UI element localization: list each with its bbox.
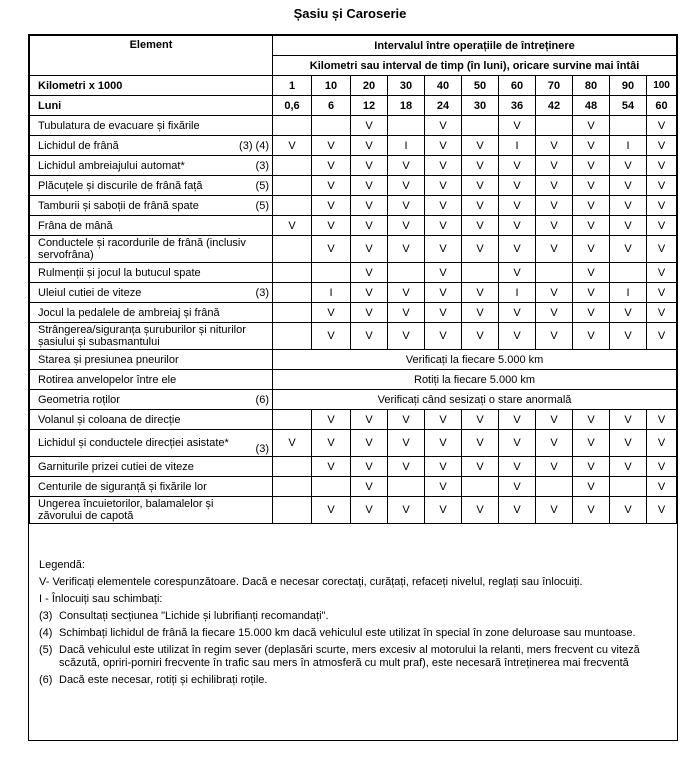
row-cell: V: [351, 116, 388, 136]
row-cell: V: [312, 497, 351, 524]
row-label-cell: [30, 477, 273, 497]
row-cell: V: [647, 457, 677, 477]
row-cell: [273, 477, 312, 497]
row-cell: V: [647, 303, 677, 323]
row-cell: V: [647, 323, 677, 350]
km-row-value: 40: [425, 76, 462, 96]
km-row-value: 50: [462, 76, 499, 96]
row-cell: V: [462, 430, 499, 457]
row-cell: V: [573, 323, 610, 350]
row-cell: V: [462, 410, 499, 430]
row-cell: [312, 116, 351, 136]
row-cell: [273, 323, 312, 350]
row-cell: V: [610, 196, 647, 216]
row-cell: V: [499, 236, 536, 263]
row-cell: V: [573, 236, 610, 263]
row-label: Frâna de mână: [38, 219, 113, 232]
row-cell: V: [351, 236, 388, 263]
row-cell: V: [647, 236, 677, 263]
row-cell: V: [610, 236, 647, 263]
row-note: (5): [255, 179, 269, 192]
row-label-cell: [30, 370, 273, 390]
row-cell: V: [388, 236, 425, 263]
row-cell: V: [425, 176, 462, 196]
row-cell: V: [425, 216, 462, 236]
row-label-cell: [30, 410, 273, 430]
row-label: Ungerea încuietorilor, balamalelor și zăvorului de capotă: [38, 498, 214, 522]
row-cell: [273, 497, 312, 524]
row-cell: [388, 116, 425, 136]
row-cell: V: [499, 303, 536, 323]
row-cell: [610, 263, 647, 283]
row-label-cell: [30, 216, 273, 236]
row-cell: V: [312, 156, 351, 176]
row-label-cell: [30, 303, 273, 323]
row-cell: V: [462, 196, 499, 216]
row-label-cell: [30, 390, 273, 410]
row-cell: V: [312, 303, 351, 323]
row-cell: V: [573, 430, 610, 457]
row-cell: V: [312, 136, 351, 156]
row-cell: [312, 477, 351, 497]
months-row-value: 0,6: [273, 96, 312, 116]
row-cell: V: [573, 477, 610, 497]
legend: [39, 559, 671, 691]
row-cell: V: [499, 116, 536, 136]
row-cell: V: [647, 116, 677, 136]
row-cell: V: [573, 216, 610, 236]
row-label: Lichidul ambreiajului automat*: [38, 159, 185, 172]
row-cell: V: [351, 457, 388, 477]
row-cell: V: [462, 283, 499, 303]
row-cell: V: [610, 430, 647, 457]
row-cell: V: [499, 410, 536, 430]
row-cell: [536, 116, 573, 136]
row-cell: V: [536, 176, 573, 196]
km-row-value: 90: [610, 76, 647, 96]
row-cell: V: [536, 196, 573, 216]
row-cell: V: [351, 283, 388, 303]
row-cell: V: [351, 497, 388, 524]
row-label-cell: [30, 136, 273, 156]
row-cell: I: [610, 136, 647, 156]
legend-v: V- Verificați elementele corespunzătoare. Dacă e necesar corectați, curățați, refaceți nivelul, reglați sau înlocuiți.: [39, 576, 583, 588]
table-row: [30, 323, 677, 350]
row-cell: V: [573, 410, 610, 430]
row-cell: V: [425, 303, 462, 323]
row-cell: V: [499, 477, 536, 497]
row-cell: V: [312, 236, 351, 263]
row-cell: V: [647, 136, 677, 156]
header-element: Element: [30, 36, 273, 76]
row-cell: V: [499, 263, 536, 283]
row-cell: [312, 263, 351, 283]
row-cell: V: [499, 457, 536, 477]
months-row-value: 6: [312, 96, 351, 116]
row-cell: V: [573, 196, 610, 216]
row-label: Jocul la pedalele de ambreiaj și frână: [38, 306, 220, 319]
row-cell: V: [536, 136, 573, 156]
legend-i: I - Înlocuiți sau schimbați:: [39, 593, 163, 605]
km-row: [30, 76, 677, 96]
row-cell: [536, 263, 573, 283]
row-cell: V: [351, 176, 388, 196]
row-cell: V: [610, 303, 647, 323]
row-cell: V: [536, 156, 573, 176]
row-cell: [273, 457, 312, 477]
row-cell: V: [573, 303, 610, 323]
row-cell: V: [610, 457, 647, 477]
row-cell: V: [351, 136, 388, 156]
row-label: Lichidul și conductele direcției asistate*: [38, 437, 229, 449]
row-cell: [388, 263, 425, 283]
row-cell: V: [425, 116, 462, 136]
km-row-label: Kilometri x 1000: [30, 76, 273, 96]
row-cell: V: [610, 156, 647, 176]
header-subinterval: Kilometri sau interval de timp (în luni), oricare survine mai întâi: [273, 56, 677, 76]
row-note: (5): [255, 199, 269, 212]
km-row-value: 60: [499, 76, 536, 96]
legend-note-text: Consultați secțiunea "Lichide și lubrifianți recomandați".: [59, 610, 329, 622]
table-row: [30, 410, 677, 430]
row-cell: [273, 263, 312, 283]
row-span-text: Verificați când sesizați o stare anormală: [273, 390, 677, 410]
row-label: Garniturile prizei cutiei de viteze: [38, 460, 194, 473]
table-row: [30, 303, 677, 323]
legend-note: [39, 610, 671, 623]
row-cell: V: [499, 216, 536, 236]
row-cell: V: [462, 136, 499, 156]
row-label-cell: [30, 430, 273, 457]
maintenance-table: [29, 35, 677, 524]
row-cell: [273, 303, 312, 323]
months-row-value: 48: [573, 96, 610, 116]
row-cell: V: [273, 216, 312, 236]
legend-note-number: (6): [39, 674, 53, 686]
table-row: [30, 216, 677, 236]
row-label-cell: [30, 196, 273, 216]
legend-note-text: Schimbați lichidul de frână la fiecare 15.000 km dacă vehiculul este utilizat în special în zone deluroase sau muntoase.: [59, 627, 636, 639]
row-cell: V: [573, 283, 610, 303]
row-cell: I: [499, 283, 536, 303]
row-note: (6): [255, 393, 269, 406]
row-note: (3): [255, 443, 269, 455]
row-label: Geometria roților: [38, 393, 120, 406]
row-label: Tubulatura de evacuare și fixările: [38, 119, 200, 132]
row-cell: V: [462, 236, 499, 263]
row-label-cell: [30, 497, 273, 524]
km-row-value: 100: [647, 76, 677, 96]
row-cell: V: [351, 303, 388, 323]
row-cell: [610, 477, 647, 497]
row-cell: V: [462, 156, 499, 176]
row-cell: V: [425, 430, 462, 457]
months-row-label: Luni: [30, 96, 273, 116]
row-cell: V: [462, 176, 499, 196]
row-cell: V: [425, 136, 462, 156]
row-cell: [462, 116, 499, 136]
row-cell: [536, 477, 573, 497]
header-interval: Intervalul între operațiile de întreținere: [273, 36, 677, 56]
row-cell: V: [536, 216, 573, 236]
row-cell: V: [425, 457, 462, 477]
row-cell: V: [573, 497, 610, 524]
row-cell: V: [536, 303, 573, 323]
row-label: Lichidul de frână: [38, 139, 119, 152]
months-row: [30, 96, 677, 116]
page-title: Șasiu și Caroserie: [293, 6, 407, 21]
km-row-value: 20: [351, 76, 388, 96]
months-row-value: 18: [388, 96, 425, 116]
row-cell: V: [499, 176, 536, 196]
row-cell: V: [388, 303, 425, 323]
row-cell: V: [425, 497, 462, 524]
legend-note-number: (4): [39, 627, 53, 639]
legend-note-text: Dacă este necesar, rotiți și echilibrați roțile.: [59, 674, 268, 686]
row-cell: V: [647, 176, 677, 196]
row-note: (3): [255, 286, 269, 299]
row-cell: [462, 263, 499, 283]
months-row-value: 36: [499, 96, 536, 116]
legend-note-number: (3): [39, 610, 53, 622]
row-cell: [610, 116, 647, 136]
table-row: [30, 156, 677, 176]
row-cell: I: [499, 136, 536, 156]
row-label-cell: [30, 116, 273, 136]
row-label-cell: [30, 350, 273, 370]
row-cell: V: [351, 430, 388, 457]
row-cell: V: [388, 176, 425, 196]
row-label-cell: [30, 457, 273, 477]
row-cell: V: [388, 196, 425, 216]
row-cell: V: [499, 430, 536, 457]
km-row-value: 80: [573, 76, 610, 96]
row-cell: V: [573, 457, 610, 477]
row-cell: V: [351, 156, 388, 176]
row-cell: I: [388, 136, 425, 156]
row-cell: V: [610, 216, 647, 236]
row-cell: V: [462, 497, 499, 524]
months-row-value: 42: [536, 96, 573, 116]
row-label-cell: [30, 263, 273, 283]
row-label-cell: [30, 176, 273, 196]
row-cell: V: [312, 430, 351, 457]
row-cell: V: [351, 323, 388, 350]
row-cell: V: [351, 263, 388, 283]
row-cell: V: [312, 196, 351, 216]
row-cell: V: [647, 263, 677, 283]
row-cell: V: [388, 410, 425, 430]
table-row: [30, 116, 677, 136]
row-cell: V: [425, 236, 462, 263]
table-row: [30, 477, 677, 497]
table-row: [30, 136, 677, 156]
row-cell: V: [351, 477, 388, 497]
row-cell: V: [536, 457, 573, 477]
row-cell: V: [425, 156, 462, 176]
row-label: Tamburii și saboții de frână spate: [38, 199, 199, 212]
table-row: [30, 236, 677, 263]
row-cell: V: [610, 410, 647, 430]
row-label: Conductele și racordurile de frână (inclusiv servofrâna): [38, 237, 246, 261]
table-row: [30, 497, 677, 524]
row-cell: V: [647, 196, 677, 216]
row-cell: V: [462, 323, 499, 350]
row-cell: [273, 196, 312, 216]
table-row: [30, 430, 677, 457]
months-row-value: 30: [462, 96, 499, 116]
maintenance-table-box: [28, 34, 678, 741]
row-label: Starea și presiunea pneurilor: [38, 353, 179, 366]
row-cell: V: [312, 410, 351, 430]
row-cell: V: [647, 156, 677, 176]
months-row-value: 60: [647, 96, 677, 116]
row-cell: V: [425, 196, 462, 216]
row-cell: V: [647, 497, 677, 524]
row-cell: [462, 477, 499, 497]
row-cell: V: [647, 283, 677, 303]
row-label-cell: [30, 283, 273, 303]
row-cell: [273, 156, 312, 176]
row-cell: V: [462, 303, 499, 323]
row-cell: V: [388, 156, 425, 176]
row-cell: V: [499, 323, 536, 350]
row-note: (3) (4): [239, 139, 269, 152]
table-row: [30, 457, 677, 477]
row-cell: V: [388, 430, 425, 457]
table-row: [30, 196, 677, 216]
row-cell: [273, 410, 312, 430]
row-cell: V: [610, 497, 647, 524]
row-label: Strângerea/siguranța șuruburilor și niturilor șasiului și subasmantului: [38, 324, 246, 348]
row-cell: V: [388, 216, 425, 236]
table-row: [30, 283, 677, 303]
row-cell: V: [647, 216, 677, 236]
row-cell: V: [388, 323, 425, 350]
row-cell: V: [536, 497, 573, 524]
months-row-value: 12: [351, 96, 388, 116]
row-label-cell: [30, 323, 273, 350]
row-cell: V: [351, 216, 388, 236]
row-cell: V: [312, 216, 351, 236]
row-cell: V: [462, 457, 499, 477]
row-cell: V: [573, 156, 610, 176]
row-cell: V: [573, 176, 610, 196]
row-note: (3): [255, 159, 269, 172]
row-cell: V: [351, 196, 388, 216]
row-cell: V: [573, 136, 610, 156]
table-row: [30, 176, 677, 196]
km-row-value: 70: [536, 76, 573, 96]
row-cell: [273, 283, 312, 303]
row-cell: V: [610, 323, 647, 350]
table-row: [30, 390, 677, 410]
row-cell: V: [573, 263, 610, 283]
row-cell: V: [273, 136, 312, 156]
row-cell: V: [647, 410, 677, 430]
table-row: [30, 370, 677, 390]
row-span-text: Rotiți la fiecare 5.000 km: [273, 370, 677, 390]
row-cell: I: [312, 283, 351, 303]
legend-title: Legendă:: [39, 559, 85, 571]
row-cell: V: [312, 323, 351, 350]
legend-note: [39, 674, 671, 687]
row-cell: I: [610, 283, 647, 303]
row-cell: V: [573, 116, 610, 136]
row-cell: V: [425, 410, 462, 430]
row-cell: V: [499, 497, 536, 524]
table-row: [30, 263, 677, 283]
row-label-cell: [30, 236, 273, 263]
row-label: Rulmenții și jocul la butucul spate: [38, 266, 201, 279]
row-cell: V: [425, 283, 462, 303]
row-label: Uleiul cutiei de viteze: [38, 286, 142, 299]
row-cell: [273, 176, 312, 196]
row-cell: V: [425, 477, 462, 497]
row-cell: V: [536, 236, 573, 263]
row-cell: V: [388, 283, 425, 303]
row-cell: V: [462, 216, 499, 236]
row-cell: V: [499, 196, 536, 216]
row-cell: V: [312, 176, 351, 196]
row-cell: V: [647, 477, 677, 497]
row-cell: V: [647, 430, 677, 457]
row-cell: [388, 477, 425, 497]
row-cell: [273, 236, 312, 263]
row-cell: V: [499, 156, 536, 176]
row-cell: V: [425, 263, 462, 283]
legend-note: [39, 627, 671, 640]
km-row-value: 1: [273, 76, 312, 96]
row-cell: V: [536, 323, 573, 350]
months-row-value: 24: [425, 96, 462, 116]
row-cell: V: [610, 176, 647, 196]
row-cell: V: [536, 283, 573, 303]
km-row-value: 10: [312, 76, 351, 96]
legend-note-number: (5): [39, 644, 53, 656]
row-cell: V: [273, 430, 312, 457]
row-cell: V: [388, 497, 425, 524]
months-row-value: 54: [610, 96, 647, 116]
row-span-text: Verificați la fiecare 5.000 km: [273, 350, 677, 370]
row-cell: V: [312, 457, 351, 477]
row-cell: V: [351, 410, 388, 430]
row-label-cell: [30, 156, 273, 176]
table-row: [30, 350, 677, 370]
row-cell: V: [388, 457, 425, 477]
row-cell: V: [536, 430, 573, 457]
row-label: Centurile de siguranță și fixările lor: [38, 480, 207, 493]
row-label: Plăcuțele și discurile de frână față: [38, 179, 203, 192]
legend-note-text: Dacă vehiculul este utilizat în regim sever (deplasări scurte, mers excesiv al motorului la relanti, mers frecvent cu viteză scăzută, opriri-porniri frecvente în trafic sau mers în atmosferă cu mult praf), este necesară întreținerea mai frecventă: [59, 644, 640, 669]
row-cell: V: [536, 410, 573, 430]
km-row-value: 30: [388, 76, 425, 96]
row-label: Rotirea anvelopelor între ele: [38, 373, 177, 386]
row-cell: V: [425, 323, 462, 350]
row-label: Volanul și coloana de direcție: [38, 413, 181, 426]
legend-note: [39, 644, 671, 670]
row-cell: [273, 116, 312, 136]
